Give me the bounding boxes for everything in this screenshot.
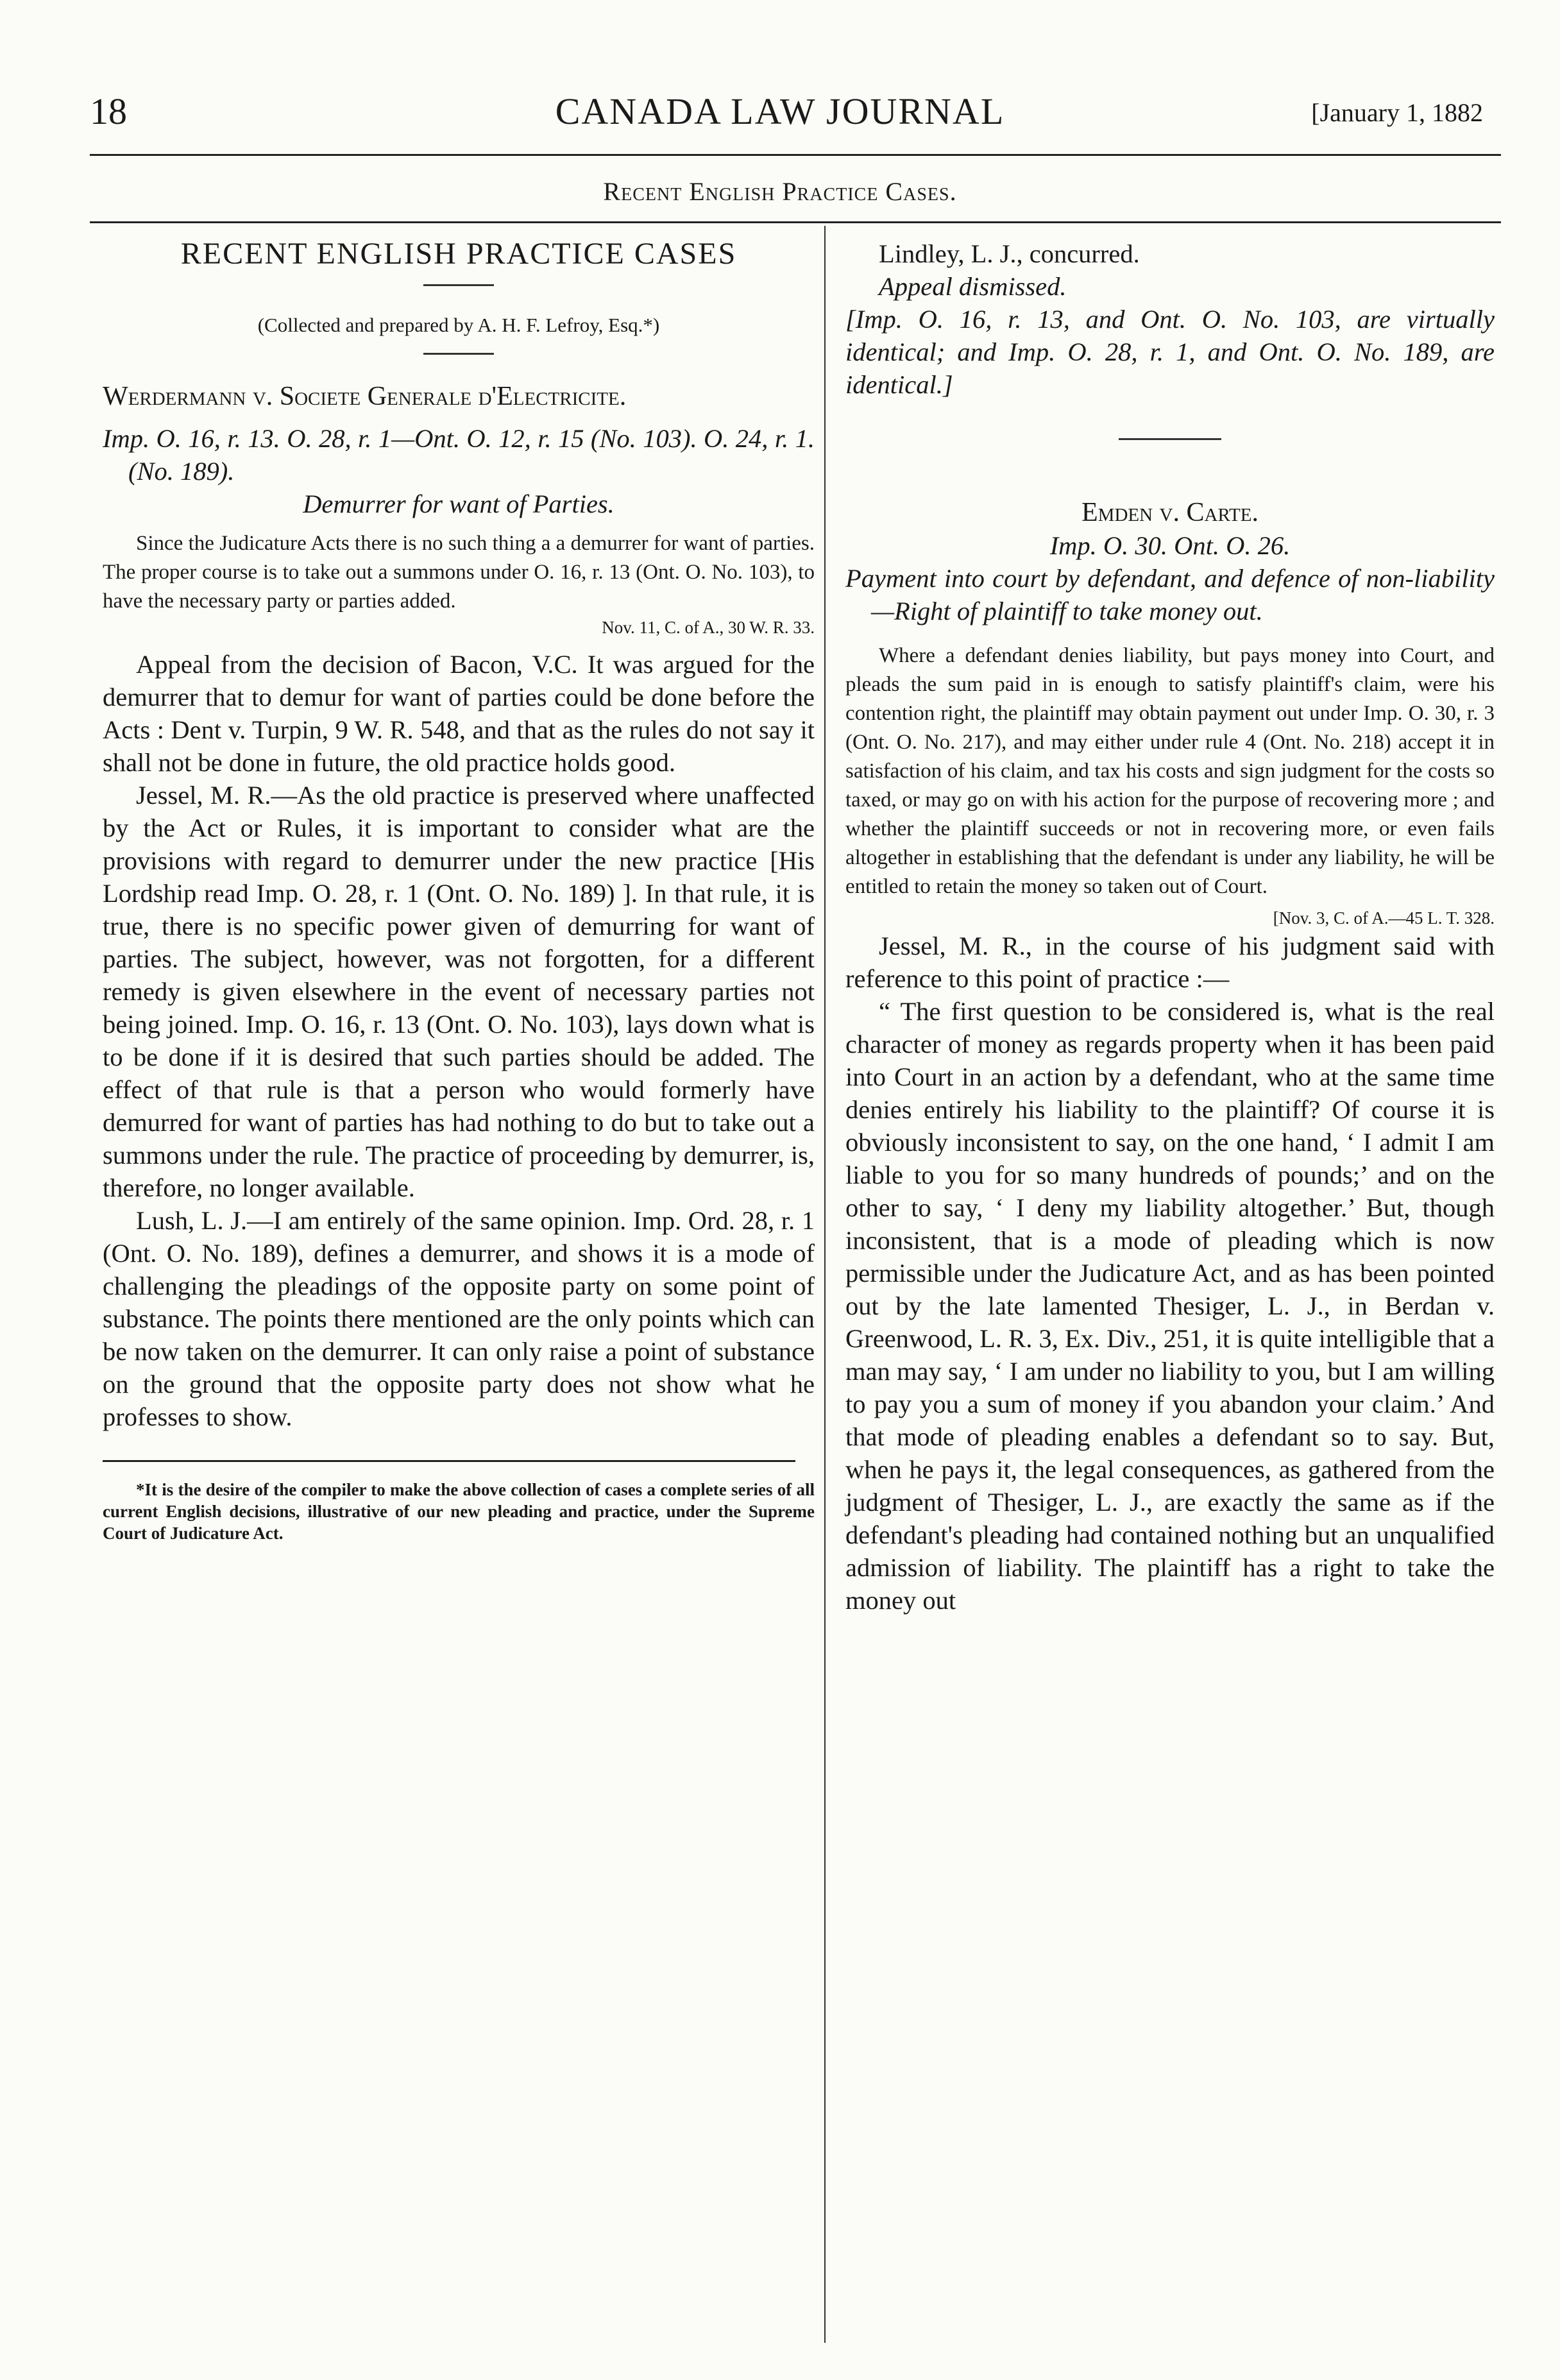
divider-dash [423, 284, 494, 286]
column-divider [824, 226, 826, 2343]
paragraph: Jessel, M. R., in the course of his judgment said with reference to this point of practice :— [845, 931, 1495, 993]
result: Appeal dismissed. [879, 272, 1067, 301]
issue-date: [January 1, 1882 [1311, 98, 1483, 127]
case-refs: Imp. O. 16, r. 13. O. 28, r. 1—Ont. O. 12, r. 15 (No. 103). O. 24, r. 1. (No. 189). [103, 424, 815, 486]
running-head-rule [90, 221, 1501, 223]
case-subject: Demurrer for want of Parties. [303, 489, 615, 518]
case-subject: Payment into court by defendant, and defence of non-liability—Right of plaintiff to take money out. [845, 564, 1495, 625]
paragraph: Appeal from the decision of Bacon, V.C. It was argued for the demurrer that to demur for want of parties could be done before the Acts : Dent v. Turpin, 9 W. R. 548, and that as the rules do not say it shall not be done in future, the old practice holds good. [103, 650, 815, 777]
paragraph: Lush, L. J.—I am entirely of the same opinion. Imp. Ord. 28, r. 1 (Ont. O. No. 189), defines a demurrer, and shows it is a mode of challenging the pleadings of the opposite party on some point of substance. The points there mentioned are the only points which can be now taken on the demurrer. It can only raise a point of substance on the ground that the opposite party does not show what he professes to show. [103, 1206, 815, 1431]
journal-title: CANADA LAW JOURNAL [555, 90, 1005, 132]
case-headnote: Since the Judicature Acts there is no such thing a a demurrer for want of parties. The proper course is to take out a summons under O. 16, r. 13 (Ont. O. No. 103), to have the necessary party or parties added. [103, 532, 815, 613]
header-rule [90, 154, 1501, 156]
page-header [0, 90, 1560, 135]
paragraph: “ The first question to be considered is, what is the real character of money as regards property when it has been paid into Court in an action by a defendant, who at the same time denies entirely his liability to the plaintiff? Of course it is obviously inconsistent to say, on the one hand, ‘ I admit I am liable to you for so many hundreds of pounds;’ and on the other to say, ‘ I deny my liability altogether.’ But, though inconsistent, that is a mode of pleading which is now permissible under the Judicature Act, and as has been pointed out by the late lamented Thesiger, L. J., in Berdan v. Greenwood, L. R. 3, Ex. Div., 251, it is quite intelligible that a man may say, ‘ I am under no liability to you, but I am willing to pay you a sum of money if you abandon your claim.’ And that mode of pleading enables a defendant so to say. But, when he pays it, the legal consequences, as gathered from the judgment of Thesiger, L. J., are exactly the same as if the defendant's pleading had contained nothing but an unqualified admission of liability. The plaintiff has a right to take the money out [845, 997, 1495, 1615]
editor-note: [Imp. O. 16, r. 13, and Ont. O. No. 103, are virtually identical; and Imp. O. 28, r. 1, and Ont. O. No. 189, are identical.] [845, 305, 1495, 399]
paragraph: Jessel, M. R.—As the old practice is preserved where unaffected by the Act or Rules, it is important to consider what are the provisions with regard to demurrer under the new practice [His Lordship read Imp. O. 28, r. 1 (Ont. O. No. 189) ]. In that rule, it is true, there is no specific power given of demurring for want of parties. The subject, however, was not forgotten, for a different remedy is given elsewhere in the event of necessary parties not being joined. Imp. O. 16, r. 13 (Ont. O. No. 103), lays down what is to be done if it is desired that such parties should be added. The effect of that rule is that a person who would formerly have demurred for want of parties has had nothing to do but to take out a summons under the rule. The practice of proceeding by demurrer, is, therefore, no longer available. [103, 781, 815, 1202]
footnote-rule [103, 1460, 795, 1462]
page-number: 18 [90, 90, 127, 132]
case-headnote: Where a defendant denies liability, but pays money into Court, and pleads the sum paid in is enough to satisfy plaintiff's claim, were his contention right, the plaintiff may obtain payment out under Imp. O. 30, r. 3 (Ont. O. No. 217), and may either under rule 4 (Ont. No. 218) accept it in satisfaction of his claim, and tax his costs and sign judgment for the costs so taxed, or may go on with his action for the purpose of recovering more ; and whether the plaintiff succeeds or not in recovering more, or even fails altogether in establishing that the defendant is under any liability, he will be entitled to retain the money so taken out of Court. [845, 644, 1495, 898]
left-column [103, 237, 815, 1544]
section-title: RECENT ENGLISH PRACTICE CASES [180, 237, 737, 271]
running-head: Recent English Practice Cases. [603, 177, 957, 206]
case-citation: Nov. 11, C. of A., 30 W. R. 33. [602, 618, 815, 637]
case-title: Werdermann v. Societe Generale d'Electricite. [103, 382, 627, 411]
right-column [845, 237, 1495, 1617]
divider-dash [1119, 438, 1221, 440]
case-title: Emden v. Carte. [1081, 498, 1259, 527]
concurrence: Lindley, L. J., concurred. [879, 239, 1140, 268]
divider-dash [423, 353, 494, 355]
collected-by: (Collected and prepared by A. H. F. Lefroy, Esq.*) [257, 314, 660, 336]
footnote: *It is the desire of the compiler to make the above collection of cases a complete series of all current English decisions, illustrative of our new pleading and practice, under the Supreme Court of Judicature Act. [103, 1480, 815, 1543]
case-citation: [Nov. 3, C. of A.—45 L. T. 328. [1273, 908, 1495, 928]
case-refs: Imp. O. 30. Ont. O. 26. [1049, 531, 1291, 560]
